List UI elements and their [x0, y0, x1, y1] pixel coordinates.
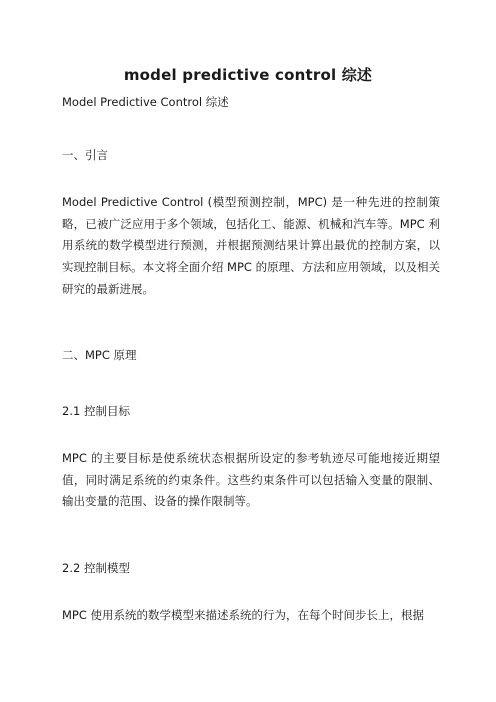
- subsection-heading-control-model: 2.2 控制模型: [62, 561, 130, 575]
- control-model-paragraph: MPC 使用系统的数学模型来描述系统的行为，在每个时间步长上，根据: [62, 608, 425, 622]
- document-subtitle: Model Predictive Control 综述: [62, 95, 229, 109]
- document-title: model predictive control 综述: [123, 66, 373, 84]
- section-heading-introduction: 一、引言: [62, 148, 108, 162]
- subsection-heading-control-objective: 2.1 控制目标: [62, 404, 130, 418]
- introduction-paragraph: Model Predictive Control (模型预测控制，MPC) 是一种先进的控制策略，已被广泛应用于多个领域，包括化工、能源、机械和汽车等。MPC 利用系统的数学模型进行预测，并根据预测结果计算出最优的控制方案，以实现控制目标。本文将全面介绍 MPC 的原理、方法和应用领域，以及相关研究的最新进展。: [62, 195, 440, 296]
- control-objective-paragraph: MPC 的主要目标是使系统状态根据所设定的参考轨迹尽可能地接近期望值，同时满足系统的约束条件。这些约束条件可以包括输入变量的限制、输出变量的范围、设备的操作限制等。: [62, 451, 440, 509]
- section-heading-mpc-principle: 二、MPC 原理: [62, 348, 137, 362]
